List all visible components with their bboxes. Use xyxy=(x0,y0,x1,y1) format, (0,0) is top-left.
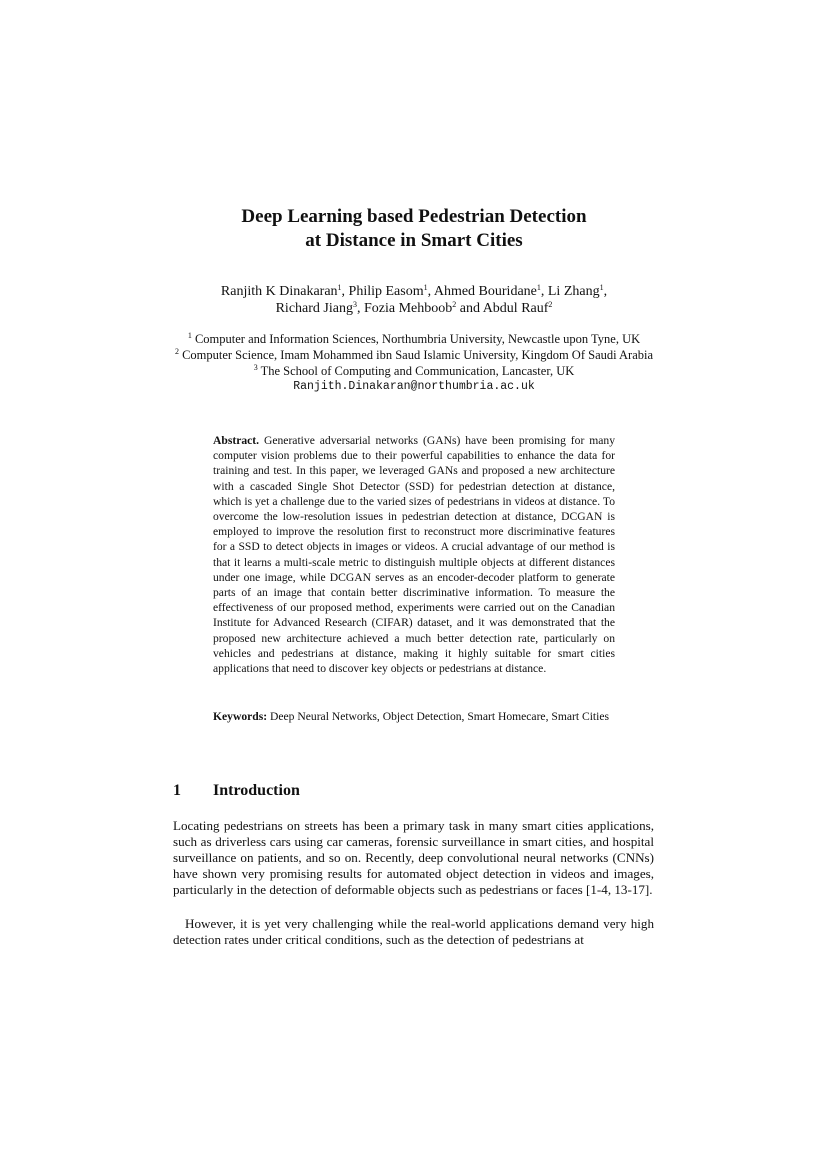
affiliation-mark: 1 xyxy=(187,331,192,340)
author-affiliation-mark: 1 xyxy=(536,283,541,292)
author-separator: , xyxy=(341,284,349,299)
author-list xyxy=(0,283,828,317)
author-affiliation-mark: 1 xyxy=(337,283,342,292)
author-name: Fozia Mehboob xyxy=(363,301,453,316)
author-affiliation-mark: 1 xyxy=(599,283,604,292)
affiliation-item xyxy=(0,347,828,363)
affiliation-text: The School of Computing and Communication, Lancaster, UK xyxy=(260,364,575,378)
author-affiliation-mark: 1 xyxy=(423,283,428,292)
author-affiliation-mark: 2 xyxy=(452,300,457,309)
abstract xyxy=(213,433,615,676)
intro-paragraph-2: However, it is yet very challenging while the real-world applications demand very high detection rates under critical conditions, such as the detection of pedestrians at xyxy=(173,916,654,948)
author-affiliation-mark: 3 xyxy=(352,300,357,309)
affiliation-list xyxy=(0,331,828,395)
title-line-1: Deep Learning based Pedestrian Detection xyxy=(241,206,587,227)
author-name: Abdul Rauf xyxy=(482,301,549,316)
section-title: Introduction xyxy=(213,782,300,799)
author-separator: , xyxy=(603,284,608,299)
author-name: Ranjith K Dinakaran xyxy=(220,284,338,299)
author-line-1 xyxy=(0,283,828,300)
paper-title xyxy=(0,205,828,253)
author-name: Li Zhang xyxy=(547,284,600,299)
author-separator: and xyxy=(456,301,483,316)
author-name: Philip Easom xyxy=(348,284,424,299)
section-heading xyxy=(173,781,300,801)
section-number: 1 xyxy=(173,782,181,799)
author-separator: , xyxy=(356,301,364,316)
author-name: Richard Jiang xyxy=(275,301,353,316)
author-affiliation-mark: 2 xyxy=(548,300,553,309)
intro-paragraph-1: Locating pedestrians on streets has been a primary task in many smart cities applications, such as driverless cars using car cameras, forensic surveillance in smart cities, and hospital surveillance on patients, and so on. Recently, deep convolutional neural networks (CNNs) have shown very promising results for automated object detection in videos and images, particularly in the detection of deformable objects such as pedestrians or faces [1-4, 13-17]. xyxy=(173,818,654,898)
abstract-text: Generative adversarial networks (GANs) have been promising for many computer vision problems due to their powerful capabilities to enhance the data for training and test. In this paper, we leveraged GANs and proposed a new architecture with a cascaded Single Shot Detector (SSD) for pedestrian detection at distance, which is yet a challenge due to the varied sizes of pedestrians in videos at distance. To overcome the low-resolution issues in pedestrian detection at distance, DCGAN is employed to improve the resolution first to reconstruct more discriminative features for a SSD to detect objects in images or videos. A crucial advantage of our method is that it learns a multi-scale metric to distinguish multiple objects at different distances under one image, while DCGAN serves as an encoder-decoder platform to generate parts of an image that contain better discriminative information. To measure the effectiveness of our proposed method, experiments were carried out on the Canadian Institute for Advanced Research (CIFAR) dataset, and it was demonstrated that the proposed new architecture achieved a much better detection rate, particularly on vehicles and pedestrians at distance, making it highly suitable for smart cities applications that need to discover key objects or pedestrians at distance. xyxy=(213,434,615,676)
title-line-2: at Distance in Smart Cities xyxy=(305,230,523,251)
keywords xyxy=(213,709,615,724)
affiliation-item xyxy=(0,363,828,379)
affiliation-text: Computer Science, Imam Mohammed ibn Saud Islamic University, Kingdom Of Saudi Arabia xyxy=(182,348,654,362)
affiliation-item xyxy=(0,331,828,347)
author-separator: , xyxy=(540,284,548,299)
keywords-label: Keywords: xyxy=(213,710,268,723)
affiliation-mark: 3 xyxy=(253,363,258,372)
author-separator: , xyxy=(427,284,434,299)
affiliation-text: Computer and Information Sciences, Northumbria University, Newcastle upon Tyne, UK xyxy=(194,332,641,346)
contact-email: Ranjith.Dinakaran@northumbria.ac.uk xyxy=(293,380,535,393)
author-line-2 xyxy=(0,300,828,317)
keywords-text: Deep Neural Networks, Object Detection, Smart Homecare, Smart Cities xyxy=(270,710,610,723)
author-name: Ahmed Bouridane xyxy=(433,284,537,299)
affiliation-mark: 2 xyxy=(174,347,179,356)
abstract-label: Abstract. xyxy=(213,434,260,447)
